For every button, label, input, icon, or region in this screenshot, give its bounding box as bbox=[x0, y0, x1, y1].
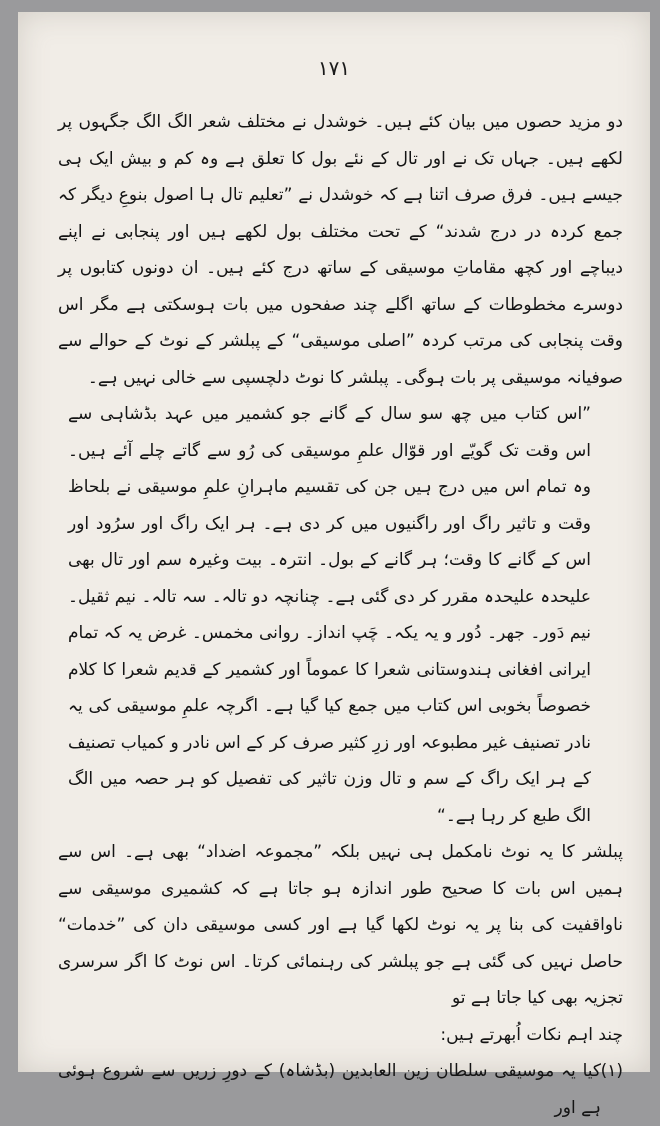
book-page bbox=[18, 12, 650, 1118]
body-paragraph: دو مزید حصوں میں بیان کئے ہیں۔ خوشدل نے مختلف شعر الگ الگ جگہوں پر لکھے ہیں۔ جہاں تک نے اور تال کے نئے بول کا تعلق ہے وہ کم و بیش ایک ہی جیسے ہیں۔ فرق صرف اتنا ہے کہ خوشدل نے ”تعلیم تال ہا اصول بنوعِ دیگر کہ جمع کردہ در درج شدند“ کے تحت مختلف بول لکھے ہیں اور پنجابی نے اپنے دیباچے اور کچھ مقاماتِ موسیقی کے ساتھ درج کئے ہیں۔ ان دونوں کتابوں پر دوسرے مخطوطات کے ساتھ اگلے چند صفحوں میں بات ہوسکتی ہے مگر اس وقت پنجابی کی مرتب کردہ ”اصلی موسیقی“ کے پبلشر کے نوٹ کے حوالے سے صوفیانہ موسیقی پر بات ہوگی۔ پبلشر کا نوٹ دلچسپی سے خالی نہیں ہے۔ bbox=[58, 112, 623, 388]
block-quote: ”اس کتاب میں چھ سو سال کے گانے جو کشمیر میں عہد بڈشاہی سے اس وقت تک گویّے اور قوّال علمِ موسیقی کی رُو سے گاتے چلے آئے ہیں۔ وہ تمام اس میں درج ہیں جن کی تقسیم ماہرانِ علمِ موسیقی نے بلحاظ وقت و تاثیر راگ اور راگنیوں میں کر دی ہے۔ ہر ایک راگ اور سرُود اور اس کے گانے کا وقت؛ ہر گانے کے بول۔ انترہ۔ بیت وغیرہ سم اور تال بھی علیحدہ علیحدہ مقرر کر دی گئی ہے۔ چنانچہ دو تالہ۔ سہ تالہ۔ نیم ثقیل۔ نیم دَور۔ جھر۔ دُور و یہ یکہ۔ چَپ انداز۔ روانی مخمس۔ غرض یہ کہ تمام ایرانی افغانی ہندوستانی شعرا کا عموماً اور کشمیر کے قدیم شعرا کا کلام خصوصاً بخوبی اس کتاب میں جمع کیا گیا ہے۔ اگرچہ علمِ موسیقی کی یہ نادر تصنیف غیر مطبوعہ اور زرِ کثیر صرف کر کے اس نادر و کمیاب تصنیف کے ہر ایک راگ کے سم و تال وزن تاثیر کی تفصیل کو ہر حصہ میں الگ الگ طبع کر رہا ہے۔“ bbox=[68, 404, 591, 826]
page-body bbox=[58, 104, 623, 1126]
page-number: ۱۷۱ bbox=[317, 56, 351, 80]
points-intro: چند اہم نکات اُبھرتے ہیں: bbox=[440, 1024, 623, 1045]
list-item bbox=[58, 1053, 623, 1126]
list-item-number: (۱) bbox=[600, 1061, 623, 1081]
body-paragraph: پبلشر کا یہ نوٹ نامکمل ہی نہیں بلکہ ”مجموعہ اضداد“ بھی ہے۔ اس سے ہمیں اس بات کا صحیح طور اندازہ ہو جاتا ہے کہ کشمیری موسیقی سے ناواقفیت کی بنا پر یہ نوٹ لکھا گیا ہے اور کسی موسیقی دان کی ”خدمات“ حاصل نہیں کی گئی ہے جو پبلشر کی رہنمائی کرتا۔ اس نوٹ کا اگر سرسری تجزیہ بھی کیا جاتا ہے تو bbox=[58, 842, 623, 1008]
list-item-text: کیا یہ موسیقی سلطان زین العابدین (بڈشاہ) کے دورِ زریں سے شروع ہوئی ہے اور bbox=[58, 1061, 601, 1118]
